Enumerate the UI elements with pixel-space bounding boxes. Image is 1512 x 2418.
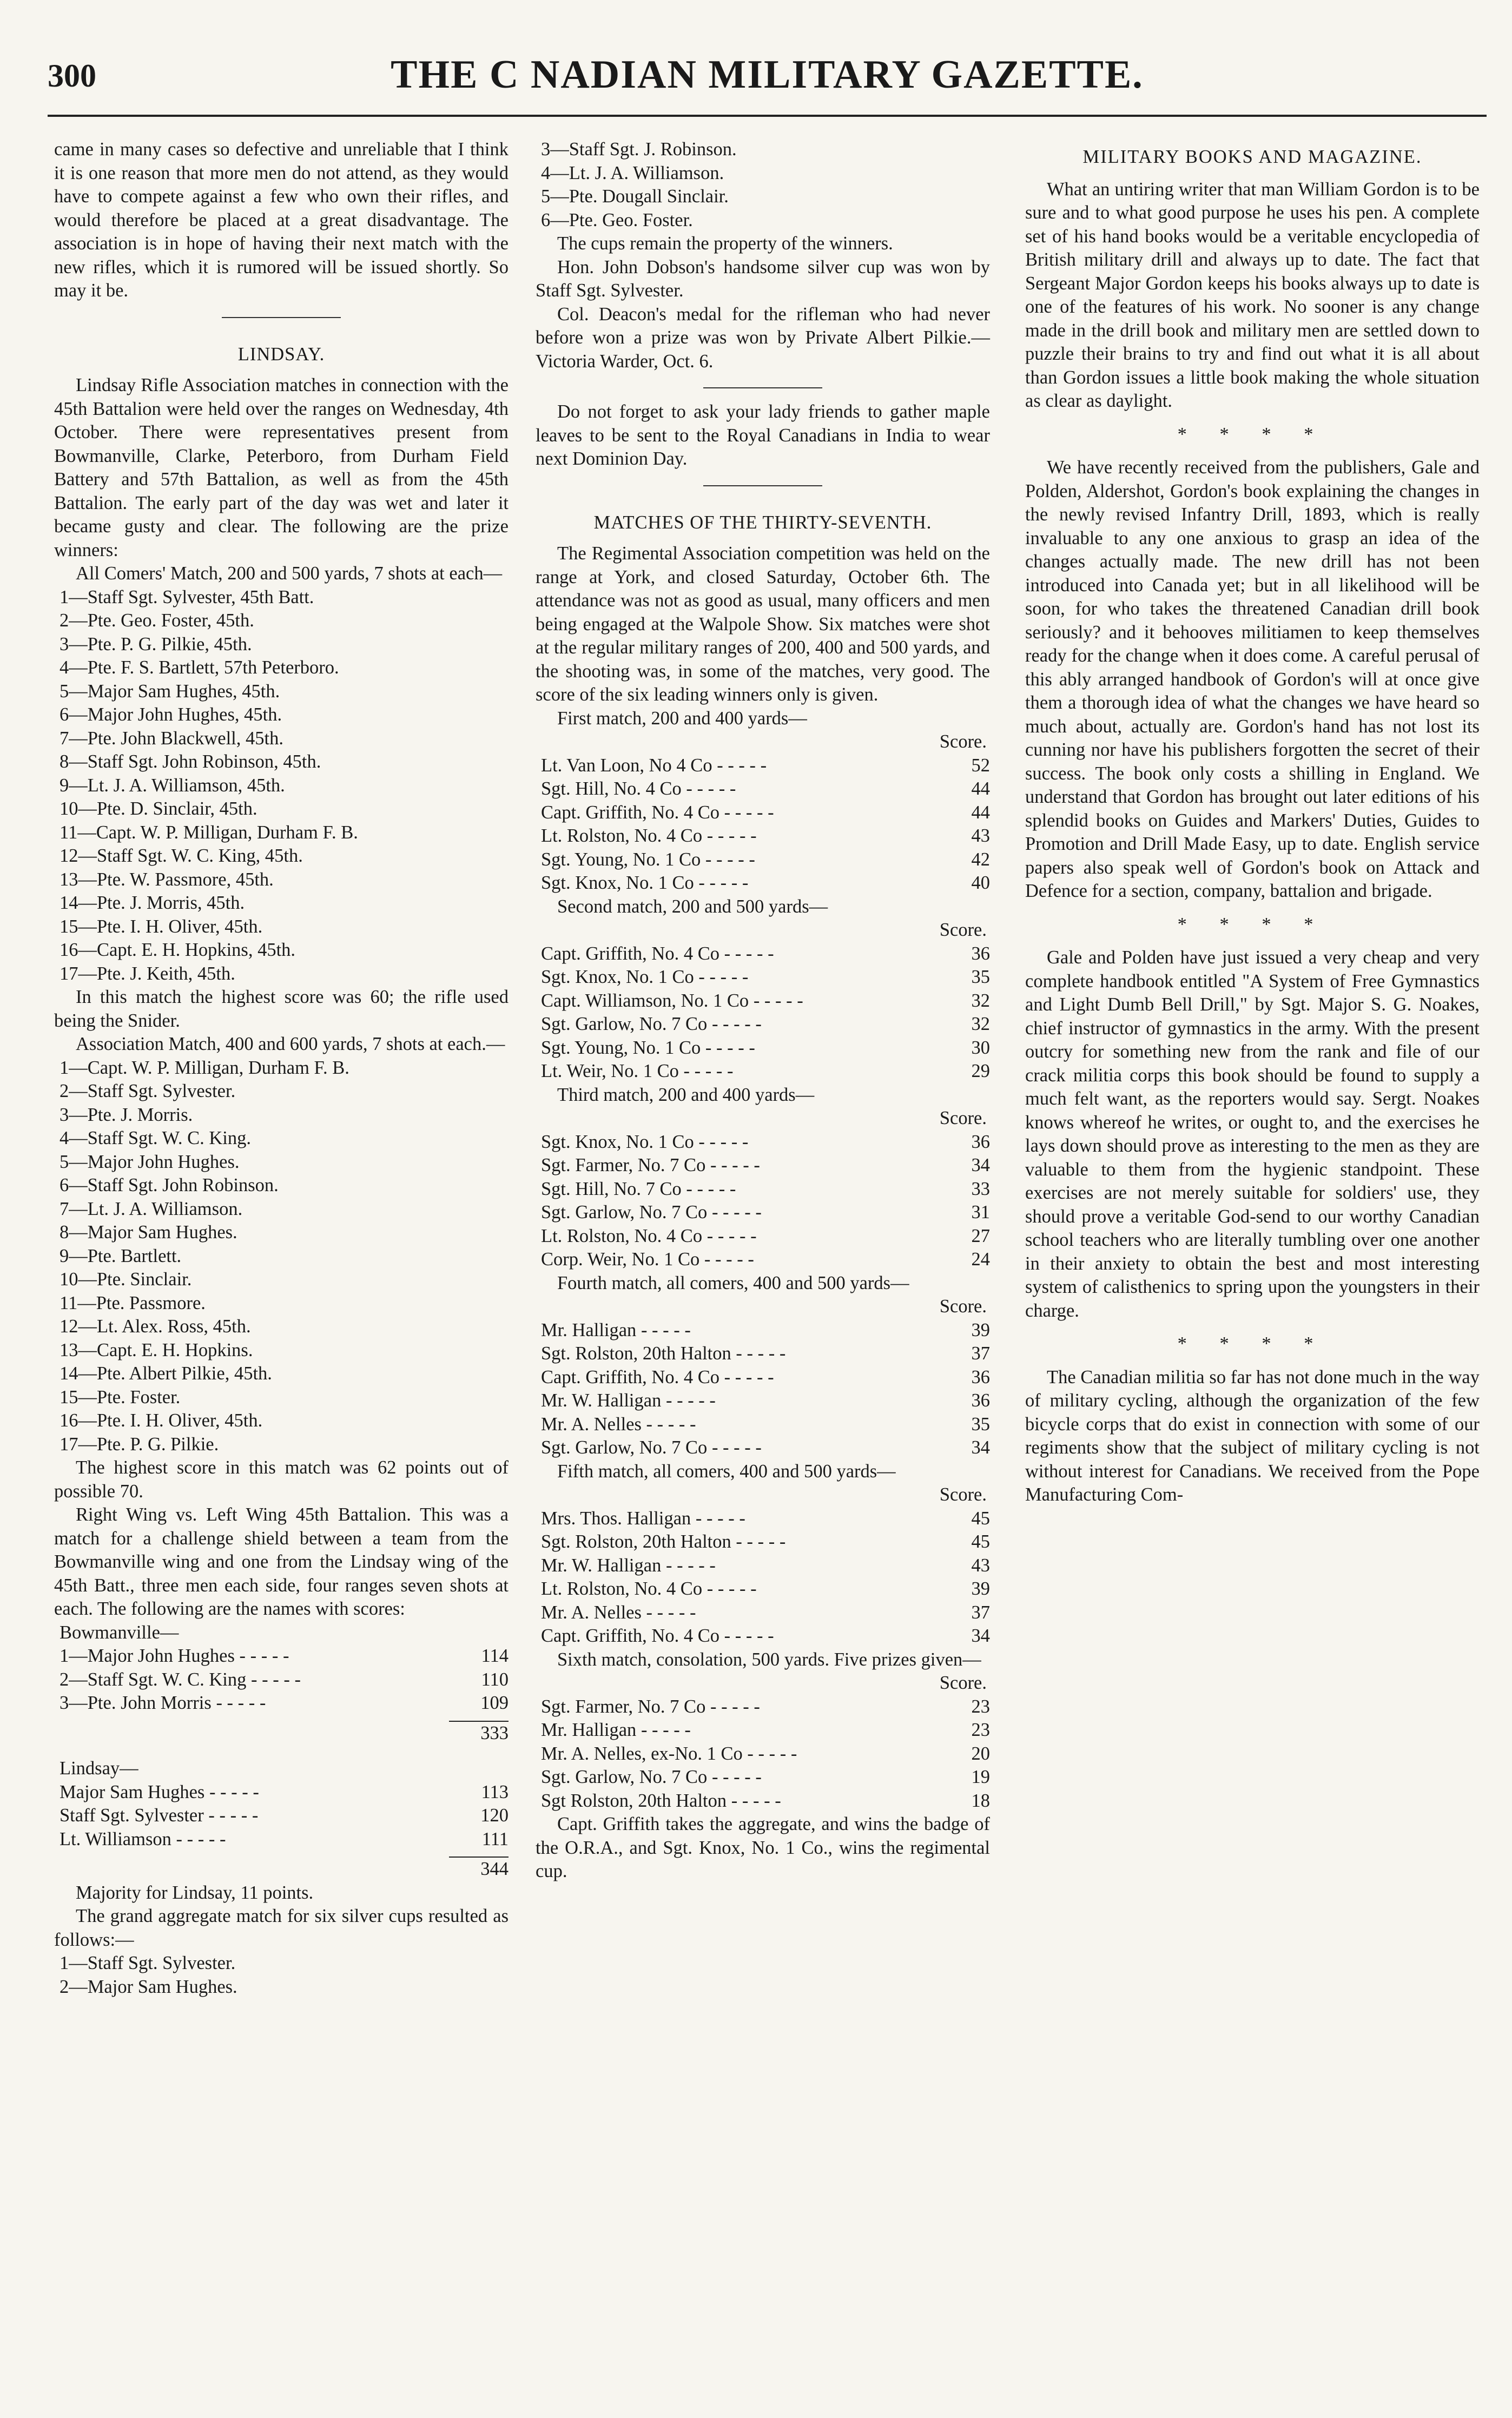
books-heading: MILITARY BOOKS AND MAGAZINE.	[1082, 147, 1422, 167]
competitor-score: 31	[971, 1202, 990, 1223]
prize-winner: 17—Pte. P. G. Pilkie.	[60, 1433, 219, 1455]
score-row	[536, 1389, 990, 1413]
competitor-name: Mr. W. Halligan - - -	[541, 1389, 716, 1413]
lindsay-heading: LINDSAY.	[237, 343, 325, 365]
deacon-medal: Col. Deacon's medal for the rifleman who had never before won a prize was won by Private Albert Pilkie.—Victoria Warder, Oct. 6.	[536, 303, 990, 372]
cups-note: The cups remain the property of the winners.	[557, 233, 893, 254]
prize-winner: 4—Staff Sgt. W. C. King.	[60, 1128, 251, 1148]
competitor-score: 36	[971, 1131, 990, 1152]
prize-winner: 9—Pte. Bartlett.	[60, 1245, 182, 1266]
score-column-label: Score.	[939, 1484, 987, 1505]
competitor-score: 32	[971, 1014, 990, 1034]
prize-winner: 5—Major John Hughes.	[60, 1151, 240, 1172]
closing-paragraph: Capt. Griffith takes the aggregate, and wins the badge of the O.R.A., and Sgt. Knox, No. 1 Co., wins the regimental cup.	[536, 1814, 990, 1881]
score-row	[536, 1342, 990, 1366]
match-block	[536, 1460, 990, 1648]
prize-winner: 17—Pte. J. Keith, 45th.	[60, 963, 235, 984]
score-row	[536, 1789, 990, 1813]
score-row	[536, 1719, 990, 1742]
prize-winner: 1—Capt. W. P. Milligan, Durham F. B.	[60, 1057, 349, 1078]
competitor-score: 36	[971, 943, 990, 964]
score-row	[54, 1644, 509, 1668]
competitor-name: Capt. Griffith, No. 4 Co - - -	[541, 942, 774, 966]
competitor-name: Sgt. Farmer, No. 7 Co - - -	[541, 1695, 760, 1719]
association-heading: Association Match, 400 and 600 yards, 7 shots at each.—	[76, 1034, 505, 1054]
wing-match-paragraph: Right Wing vs. Left Wing 45th Battalion. This was a match for a challenge shield between a team from the Bowmanville wing and one from the Lindsay wing of the 45th Batt., three men each side, four ranges seven shots at each. The following are the names with scores:	[54, 1504, 509, 1619]
prize-winner: 3—Staff Sgt. J. Robinson.	[541, 139, 737, 160]
score-row	[536, 1577, 990, 1601]
column-left	[54, 138, 509, 1999]
prize-winner: 6—Major John Hughes, 45th.	[60, 704, 282, 725]
match-title: First match, 200 and 400 yards—	[557, 708, 807, 729]
prize-winner: 4—Lt. J. A. Williamson.	[541, 162, 724, 183]
prize-winner: 12—Lt. Alex. Ross, 45th.	[60, 1316, 251, 1337]
section-divider	[222, 317, 341, 318]
competitor-name: Sgt. Garlow, No. 7 Co - - -	[541, 1766, 762, 1789]
newspaper-title: THE C NADIAN MILITARY GAZETTE.	[391, 52, 1144, 97]
prize-winner: 4—Pte. F. S. Bartlett, 57th Peterboro.	[60, 657, 339, 678]
spacer	[54, 1745, 509, 1757]
score-row	[536, 1624, 990, 1648]
competitor-score: 23	[971, 1720, 990, 1740]
maple-leaves-notice: Do not forget to ask your lady friends to gather maple leaves to be sent to the Royal Canadians in India to wear next Dominion Day.	[536, 401, 990, 469]
competitor-score: 37	[971, 1602, 990, 1623]
all-comers-note: In this match the highest score was 60; the rifle used being the Snider.	[54, 987, 509, 1031]
gordon-paragraph: What an untiring writer that man William Gordon is to be sure and to what good purpose he uses his pen. A complete set of his hand books would be a veritable encyclopedia of British military drill and always up to date. The fact that Sergeant Major Gordon keeps his books always up to date is one of the features of his work. No sooner is any change made in the drill book and military men are settled down to puzzle their brains to try and find out what it is all about than Gordon issues a little book making the whole situation as clear as daylight.	[1025, 179, 1480, 411]
competitor-name: Lt. Weir, No. 1 Co - - -	[541, 1060, 733, 1084]
competitor-score: 33	[971, 1178, 990, 1199]
star-divider: * * * *	[1177, 424, 1328, 445]
competitor-name: Mr. Halligan - - -	[541, 1719, 691, 1742]
score-row	[536, 1013, 990, 1036]
score-row	[536, 1154, 990, 1178]
competitor-score: 120	[480, 1805, 509, 1826]
prize-winner: 6—Pte. Geo. Foster.	[541, 209, 693, 230]
competitor-score: 110	[481, 1669, 509, 1690]
prize-winner: 13—Pte. W. Passmore, 45th.	[60, 869, 274, 890]
match-block	[536, 1272, 990, 1460]
prize-winner: 2—Staff Sgt. Sylvester.	[60, 1081, 236, 1101]
competitor-score: 32	[971, 990, 990, 1011]
prize-winner: 9—Lt. J. A. Williamson, 45th.	[60, 775, 285, 796]
masthead-rule	[48, 115, 1487, 117]
prize-winner: 12—Staff Sgt. W. C. King, 45th.	[60, 845, 303, 866]
prize-winner: 8—Staff Sgt. John Robinson, 45th.	[60, 751, 321, 772]
competitor-score: 40	[971, 873, 990, 893]
score-row	[536, 1201, 990, 1225]
matches-intro: The Regimental Association competition was held on the range at York, and closed Saturday, October 6th. The attendance was not as good as usual, many officers and men being engaged at the Walpole Show. Six matches were shot at the regular military ranges of 200, 400 and 500 yards, and the shooting was, in some of the matches, very good. The score of the six leading winners only is given.	[536, 543, 990, 705]
score-row	[536, 1319, 990, 1343]
grand-aggregate-list	[54, 1952, 509, 1999]
score-row	[536, 966, 990, 989]
competitor-score: 24	[971, 1249, 990, 1270]
competitor-score: 37	[971, 1343, 990, 1364]
competitor-score: 18	[971, 1790, 990, 1811]
competitor-name: Lt. Rolston, No. 4 Co - - -	[541, 824, 757, 848]
score-row	[536, 1436, 990, 1460]
competitor-name: Capt. Griffith, No. 4 Co - - -	[541, 1624, 774, 1648]
competitor-name: Mr. A. Nelles - - -	[541, 1601, 696, 1625]
competitor-name: Mr. W. Halligan - - -	[541, 1554, 716, 1578]
competitor-score: 29	[971, 1061, 990, 1081]
grand-aggregate-list-continued	[536, 138, 990, 232]
score-column-label: Score.	[939, 920, 987, 940]
prize-winner: 14—Pte. Albert Pilkie, 45th.	[60, 1363, 272, 1384]
infantry-drill-paragraph: We have recently received from the publishers, Gale and Polden, Aldershot, Gordon's book explaining the changes in the newly revised Infantry Drill, 1893, which is really invaluable to any one anxious to grasp an idea of the changes actually made. The new drill has not been introduced into Canada yet; but in all likelihood will be soon, for who takes the threatened Canadian drill book seriously? and it behooves militiamen to keep themselves ready for the change when it does come. A careful perusal of this ably arranged handbook of Gordon's will at once give them a thorough idea of what the changes we have heard so much about, actually are. Gordon's hand has not lost its cunning nor have his publishers forgotten the secret of their success. The book only costs a shilling in England. We understand that Gordon has brought out later editions of his splendid books on Guides and Markers' Duties, Guides to Promotion and Drill Made Easy, up to date. English service papers also speak well of Gordon's book on Attack and Defence for a section, company, battalion and brigade.	[1025, 457, 1480, 901]
competitor-name: 3—Pte. John Morris - - -	[60, 1692, 266, 1715]
competitor-score: 39	[971, 1578, 990, 1599]
score-row	[536, 1601, 990, 1625]
lindsay-label: Lindsay—	[60, 1758, 138, 1779]
prize-winner: 6—Staff Sgt. John Robinson.	[60, 1175, 279, 1195]
competitor-name: Sgt. Farmer, No. 7 Co - - -	[541, 1154, 760, 1178]
competitor-name: Lt. Rolston, No. 4 Co - - -	[541, 1225, 757, 1248]
competitor-score: 34	[971, 1626, 990, 1646]
grand-aggregate: The grand aggregate match for six silver cups resulted as follows:—	[54, 1906, 509, 1950]
prize-winner: 10—Pte. D. Sinclair, 45th.	[60, 798, 257, 819]
column-right	[1025, 138, 1480, 1507]
prize-winner: 2—Major Sam Hughes.	[60, 1976, 237, 1997]
competitor-name: Capt. Williamson, No. 1 Co - - -	[541, 989, 803, 1013]
bowmanville-total: 333	[480, 1722, 509, 1743]
intro-paragraph: came in many cases so defective and unreliable that I think it is one reason that more men do not attend, as they would have to compete against a few who own their rifles, and would therefore be placed at a great disadvantage. The association is in hope of having their next match with the new rifles, which it is rumored will be issued shortly. So may it be.	[54, 139, 509, 301]
page-number: 300	[48, 58, 96, 94]
score-row	[536, 1366, 990, 1390]
competitor-score: 45	[971, 1508, 990, 1529]
gymnastics-paragraph: Gale and Polden have just issued a very cheap and very complete handbook entitled "A System of Free Gymnastics and Light Dumb Bell Drill," by Sgt. Major S. G. Noakes, chief instructor of gymnastics in the army. With the present outcry for something new from the rank and file of our crack militia corps this book should be found to supply a much felt want, as the reporters would say. Sergt. Noakes knows whereof he writes, or ought to, and the exercises he lays down should prove as interesting to the men as they are valuable to them from the hygienic standpoint. These exercises are not merely suitable for soldiers' use, they should prove a veritable God-send to our worthy Canadian school teachers who are literally tumbling over one another in their anxiety to obtain the best and most interesting system of calisthenics to spring upon the youngsters in their charge.	[1025, 947, 1480, 1321]
competitor-name: Sgt Rolston, 20th Halton - - -	[541, 1789, 781, 1813]
competitor-name: Sgt. Garlow, No. 7 Co - - -	[541, 1201, 762, 1225]
competitor-score: 109	[480, 1693, 509, 1713]
score-column-label: Score.	[939, 1296, 987, 1317]
score-row	[536, 1766, 990, 1789]
column-middle	[536, 138, 990, 1884]
competitor-name: Sgt. Garlow, No. 7 Co - - -	[541, 1013, 762, 1036]
score-row	[536, 1248, 990, 1272]
bowmanville-label: Bowmanville—	[60, 1622, 179, 1643]
competitor-name: Mr. A. Nelles, ex-No. 1 Co - - -	[541, 1742, 797, 1766]
competitor-name: Mr. A. Nelles - - -	[541, 1413, 696, 1437]
score-row	[536, 1413, 990, 1437]
competitor-score: 34	[971, 1437, 990, 1458]
match-title: Second match, 200 and 500 yards—	[557, 896, 828, 917]
competitor-score: 42	[971, 849, 990, 870]
prize-winner: 3—Pte. P. G. Pilkie, 45th.	[60, 633, 252, 655]
competitor-name: Capt. Griffith, No. 4 Co - - -	[541, 801, 774, 825]
prize-winner: 13—Capt. E. H. Hopkins.	[60, 1339, 253, 1360]
section-divider	[703, 485, 822, 486]
score-row	[536, 824, 990, 848]
competitor-name: Sgt. Hill, No. 4 Co - - -	[541, 777, 736, 801]
score-row	[54, 1828, 509, 1852]
score-row	[536, 754, 990, 778]
prize-winner: 2—Pte. Geo. Foster, 45th.	[60, 610, 254, 631]
competitor-name: Lt. Van Loon, No 4 Co - - -	[541, 754, 767, 778]
prize-winner: 1—Staff Sgt. Sylvester, 45th Batt.	[60, 586, 314, 607]
spacer	[536, 388, 990, 400]
prize-winner: 3—Pte. J. Morris.	[60, 1104, 193, 1125]
competitor-score: 30	[971, 1037, 990, 1058]
competitor-name: Sgt. Young, No. 1 Co - - -	[541, 848, 755, 872]
prize-winner: 10—Pte. Sinclair.	[60, 1269, 192, 1290]
competitor-name: Sgt. Knox, No. 1 Co - - -	[541, 1131, 748, 1154]
bowmanville-scores	[54, 1644, 509, 1715]
association-list	[54, 1056, 509, 1457]
competitor-name: Sgt. Young, No. 1 Co - - -	[541, 1036, 755, 1060]
prize-winner: 1—Staff Sgt. Sylvester.	[60, 1953, 236, 1973]
competitor-score: 35	[971, 1413, 990, 1435]
cycling-paragraph: The Canadian militia so far has not done much in the way of military cycling, although the organization of the few bicycle corps that do exist in connection with some of our regiments show that the subject of military cycling is not without interest for Canadians. We received from the Pope Manufacturing Com-	[1025, 1366, 1480, 1505]
competitor-score: 43	[971, 1555, 990, 1576]
score-row	[536, 848, 990, 872]
match-title: Fourth match, all comers, 400 and 500 yards—	[557, 1272, 909, 1293]
competitor-name: Sgt. Rolston, 20th Halton - - -	[541, 1530, 785, 1554]
competitor-score: 45	[971, 1531, 990, 1552]
competitor-name: Capt. Griffith, No. 4 Co - - -	[541, 1366, 774, 1390]
score-column-label: Score.	[939, 731, 987, 752]
prize-winner: 5—Pte. Dougall Sinclair.	[541, 186, 729, 207]
match-block	[536, 1648, 990, 1813]
score-row	[536, 1554, 990, 1578]
score-row	[536, 989, 990, 1013]
score-row	[536, 1530, 990, 1554]
score-row	[536, 871, 990, 895]
majority-line: Majority for Lindsay, 11 points.	[76, 1882, 314, 1903]
competitor-name: Mr. Halligan - - -	[541, 1319, 691, 1343]
competitor-score: 36	[971, 1366, 990, 1388]
masthead	[48, 52, 1487, 111]
match-block	[536, 895, 990, 1084]
competitor-name: Sgt. Garlow, No. 7 Co - - -	[541, 1436, 762, 1460]
match-block	[536, 707, 990, 895]
competitor-score: 23	[971, 1696, 990, 1717]
match-results	[536, 707, 990, 1813]
competitor-name: Lt. Rolston, No. 4 Co - - -	[541, 1577, 757, 1601]
matches-heading: MATCHES OF THE THIRTY-SEVENTH.	[593, 512, 932, 533]
competitor-name: Major Sam Hughes - - -	[60, 1781, 259, 1805]
prize-winner: 5—Major Sam Hughes, 45th.	[60, 681, 280, 702]
score-row	[536, 942, 990, 966]
prize-winner: 16—Capt. E. H. Hopkins, 45th.	[60, 940, 296, 960]
association-note: The highest score in this match was 62 points out of possible 70.	[54, 1457, 509, 1502]
dobson-cup: Hon. John Dobson's handsome silver cup was won by Staff Sgt. Sylvester.	[536, 256, 990, 301]
score-row	[536, 1131, 990, 1154]
lindsay-total: 344	[480, 1859, 509, 1879]
prize-winner: 11—Pte. Passmore.	[60, 1292, 206, 1313]
competitor-name: 2—Staff Sgt. W. C. King - - -	[60, 1668, 301, 1692]
score-row	[54, 1692, 509, 1715]
score-row	[536, 777, 990, 801]
score-row	[54, 1804, 509, 1828]
competitor-name: Corp. Weir, No. 1 Co - - -	[541, 1248, 754, 1272]
competitor-name: Sgt. Knox, No. 1 Co - - -	[541, 871, 748, 895]
competitor-name: Mrs. Thos. Halligan - - -	[541, 1507, 745, 1531]
score-row	[536, 1507, 990, 1531]
all-comers-heading: All Comers' Match, 200 and 500 yards, 7 shots at each—	[76, 563, 503, 584]
score-row	[54, 1781, 509, 1805]
score-row	[536, 1225, 990, 1248]
competitor-name: 1—Major John Hughes - - -	[60, 1644, 289, 1668]
competitor-score: 34	[971, 1155, 990, 1175]
score-row	[536, 1695, 990, 1719]
prize-winner: 11—Capt. W. P. Milligan, Durham F. B.	[60, 822, 358, 843]
prize-winner: 15—Pte. Foster.	[60, 1386, 181, 1408]
score-column-label: Score.	[939, 1108, 987, 1128]
competitor-score: 36	[971, 1390, 990, 1411]
prize-winner: 7—Pte. John Blackwell, 45th.	[60, 728, 283, 749]
competitor-score: 43	[971, 825, 990, 846]
competitor-score: 35	[971, 967, 990, 987]
competitor-score: 19	[971, 1767, 990, 1787]
competitor-name: Lt. Williamson - - -	[60, 1828, 226, 1852]
competitor-name: Sgt. Knox, No. 1 Co - - -	[541, 966, 748, 989]
competitor-score: 44	[971, 778, 990, 799]
competitor-name: Staff Sgt. Sylvester - - -	[60, 1804, 258, 1828]
prize-winner: 16—Pte. I. H. Oliver, 45th.	[60, 1410, 263, 1431]
prize-winner: 7—Lt. J. A. Williamson.	[60, 1198, 243, 1219]
competitor-score: 27	[971, 1225, 990, 1246]
score-row	[536, 1060, 990, 1084]
match-title: Third match, 200 and 400 yards—	[557, 1084, 815, 1105]
score-row	[536, 801, 990, 825]
match-block	[536, 1084, 990, 1272]
competitor-score: 52	[971, 755, 990, 776]
score-row	[536, 1742, 990, 1766]
score-row	[536, 1178, 990, 1201]
competitor-score: 20	[971, 1743, 990, 1764]
competitor-name: Sgt. Hill, No. 7 Co - - -	[541, 1178, 736, 1201]
prize-winner: 14—Pte. J. Morris, 45th.	[60, 893, 245, 913]
competitor-score: 39	[971, 1319, 990, 1340]
match-title: Sixth match, consolation, 500 yards. Five prizes given—	[557, 1649, 981, 1670]
lindsay-scores	[54, 1781, 509, 1852]
score-row	[54, 1668, 509, 1692]
prize-winner: 8—Major Sam Hughes.	[60, 1222, 237, 1243]
competitor-name: Sgt. Rolston, 20th Halton - - -	[541, 1342, 785, 1366]
competitor-score: 44	[971, 802, 990, 823]
lindsay-intro: Lindsay Rifle Association matches in connection with the 45th Battalion were held over the ranges on Wednesday, 4th October. There were representatives present from Bowmanville, Clarke, Peterboro, from Durham Field Battery and 57th Battalion, as well as from the 45th Battalion. The early part of the day was wet and later it became gusty and clear. The following are the prize winners:	[54, 375, 509, 560]
prize-winner: 15—Pte. I. H. Oliver, 45th.	[60, 916, 263, 937]
score-column-label: Score.	[939, 1673, 987, 1693]
competitor-score: 111	[481, 1828, 509, 1849]
score-row	[536, 1036, 990, 1060]
competitor-score: 113	[481, 1781, 509, 1802]
competitor-score: 114	[481, 1646, 509, 1666]
star-divider: * * * *	[1177, 914, 1328, 935]
star-divider: * * * *	[1177, 1333, 1328, 1354]
match-title: Fifth match, all comers, 400 and 500 yards—	[557, 1461, 896, 1482]
all-comers-list	[54, 586, 509, 986]
